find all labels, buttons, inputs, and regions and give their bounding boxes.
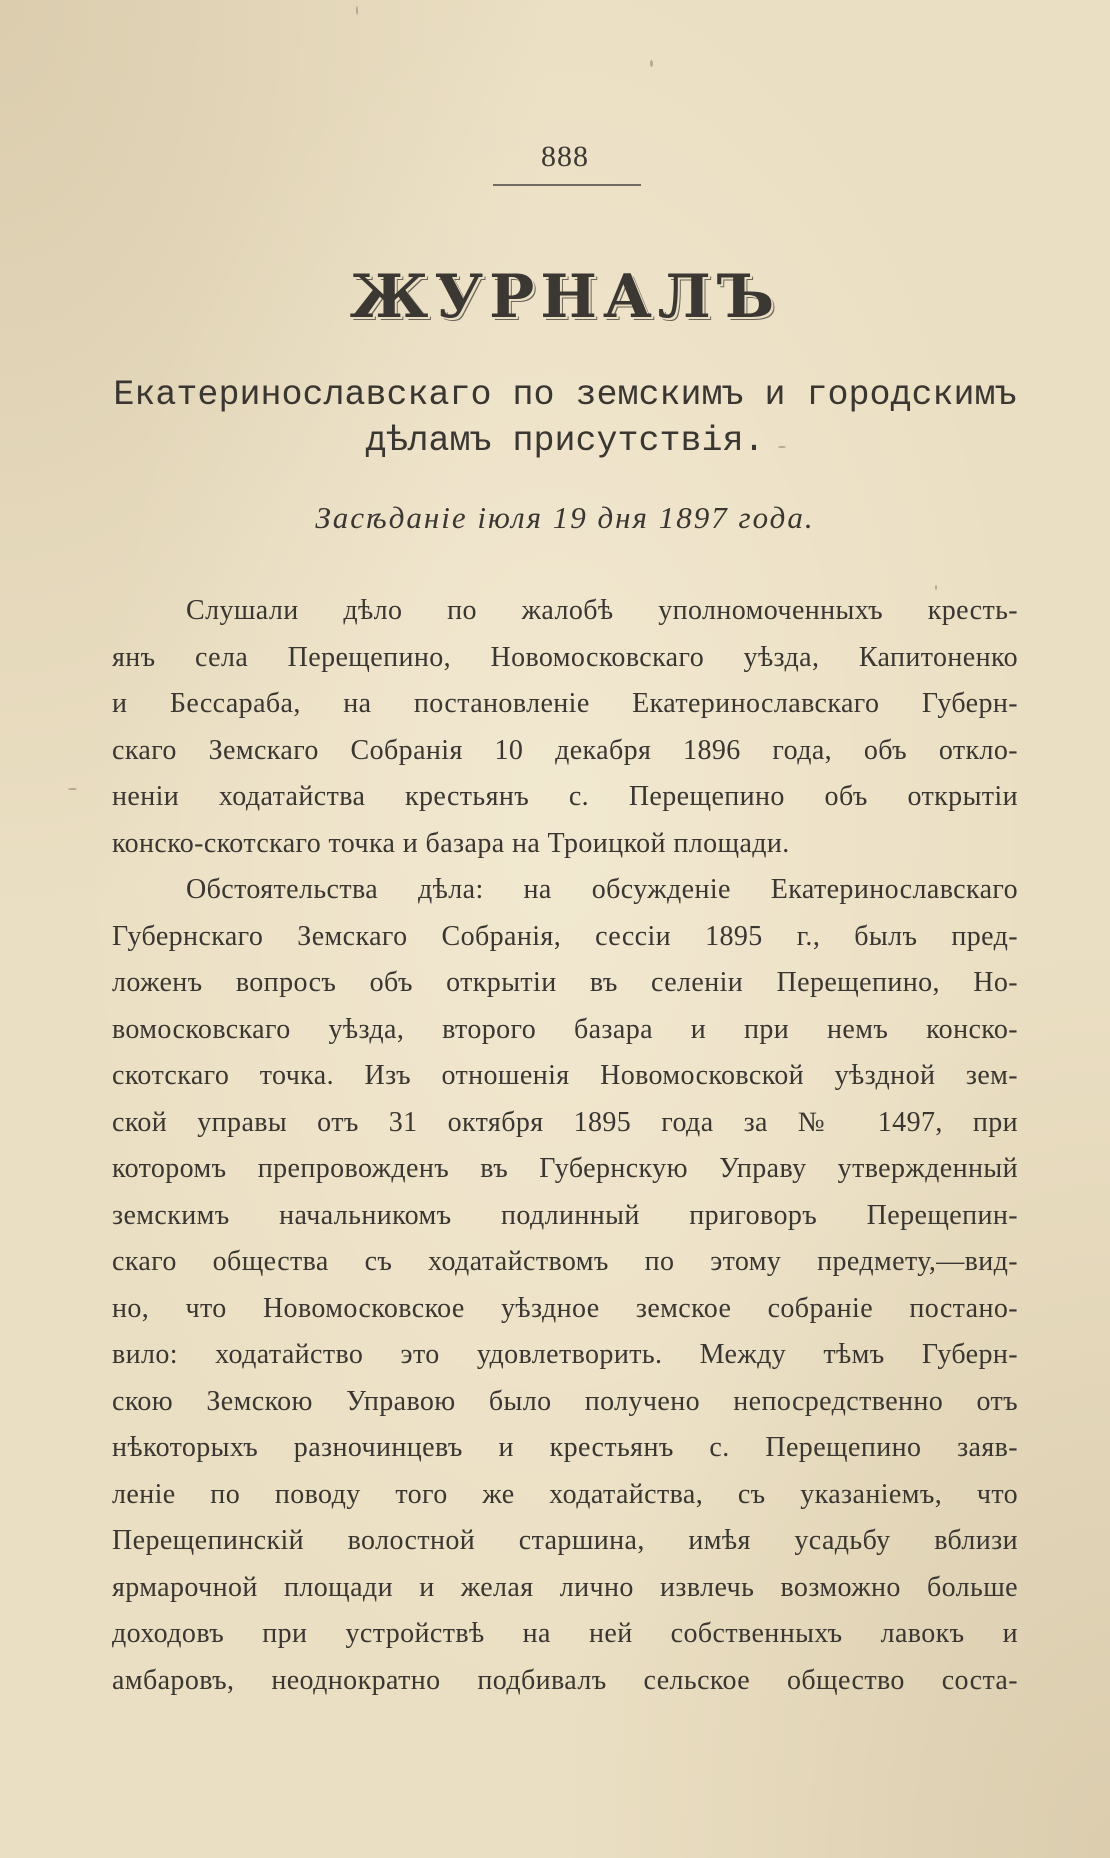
subtitle [110, 372, 1020, 464]
paragraph-2-line: леніе по поводу того же ходатайства, съ указаніемъ, что [112, 1478, 1018, 1510]
subtitle-line-1: Екатеринославскаго по земскимъ и городскимъ [113, 375, 1017, 415]
paragraph-2-line: но, что Новомосковское уѣздное земское собраніе постано- [112, 1292, 1018, 1324]
paragraph-2-line: вило: ходатайство это удовлетворить. Между тѣмъ Губерн- [112, 1339, 1018, 1370]
paragraph-1-line: конско-скотскаго точка и базара на Троицкой площади. [112, 827, 790, 859]
paragraph-2-line: которомъ препровожденъ въ Губернскую Управу утвержденный [112, 1153, 1018, 1184]
subtitle-line-2: дѣламъ присутствія. [365, 421, 765, 461]
paragraph-2-line: нѣкоторыхъ разночинцевъ и крестьянъ с. Перещепино заяв- [112, 1432, 1018, 1463]
paragraph-2-line: амбаровъ, неоднократно подбивалъ сельское общество соста- [112, 1664, 1018, 1696]
paper-speck [650, 60, 653, 67]
paragraph-2-line: Перещепинскій волостной старшина, имѣя усадьбу вблизи [112, 1525, 1018, 1556]
paragraph-2-line: Губернскаго Земскаго Собранія, сессіи 1895 г., былъ пред- [112, 920, 1018, 952]
paragraph-1-line: скаго Земскаго Собранія 10 декабря 1896 года, объ откло- [112, 734, 1018, 766]
paragraph-2-line: ложенъ вопросъ объ открытіи въ селеніи Перещепино, Но- [112, 967, 1018, 998]
page-number: 888 [541, 140, 589, 173]
paragraph-2-line: скотскаго точка. Изъ отношенія Новомосковской уѣздной зем- [112, 1060, 1018, 1091]
paper-speck [778, 446, 786, 448]
paragraph-2-line: вомосковскаго уѣзда, второго базара и при немъ конско- [112, 1013, 1018, 1045]
body-text [112, 588, 1018, 1704]
session-heading: Засѣданіе іюля 19 дня 1897 года. [315, 500, 815, 535]
paragraph-1-line: неніи ходатайства крестьянъ с. Перещепино объ открытіи [112, 781, 1018, 812]
paragraph-2-line: доходовъ при устройствѣ на ней собственныхъ лавокъ и [112, 1618, 1018, 1649]
paper-speck [935, 585, 937, 590]
paragraph-1-line: янъ села Перещепино, Новомосковскаго уѣзда, Капитоненко [112, 641, 1018, 673]
paragraph-2-line: ской управы отъ 31 октября 1895 года за № 1497, при [112, 1106, 1018, 1138]
paragraph-2-line: Обстоятельства дѣла: на обсужденіе Екатеринославскаго [186, 874, 1018, 905]
paragraph-1-line: и Бессараба, на постановленіе Екатеринославскаго Губерн- [112, 688, 1018, 719]
paragraph-2-line: ярмарочной площади и желая лично извлечь возможно больше [112, 1571, 1018, 1603]
paragraph-2-line: земскимъ начальникомъ подлинный приговоръ Перещепин- [112, 1199, 1018, 1231]
paper-speck [356, 6, 358, 15]
page-number-rule [493, 184, 641, 186]
paper-speck [68, 788, 77, 790]
journal-title: ЖУРНАЛЪ [349, 262, 781, 332]
paragraph-1-line: Слушали дѣло по жалобѣ уполномоченныхъ кресть- [186, 595, 1018, 626]
paragraph-2-line: скою Земскою Управою было получено непосредственно отъ [112, 1385, 1018, 1417]
paragraph-2-line: скаго общества съ ходатайствомъ по этому предмету,—вид- [112, 1246, 1018, 1277]
